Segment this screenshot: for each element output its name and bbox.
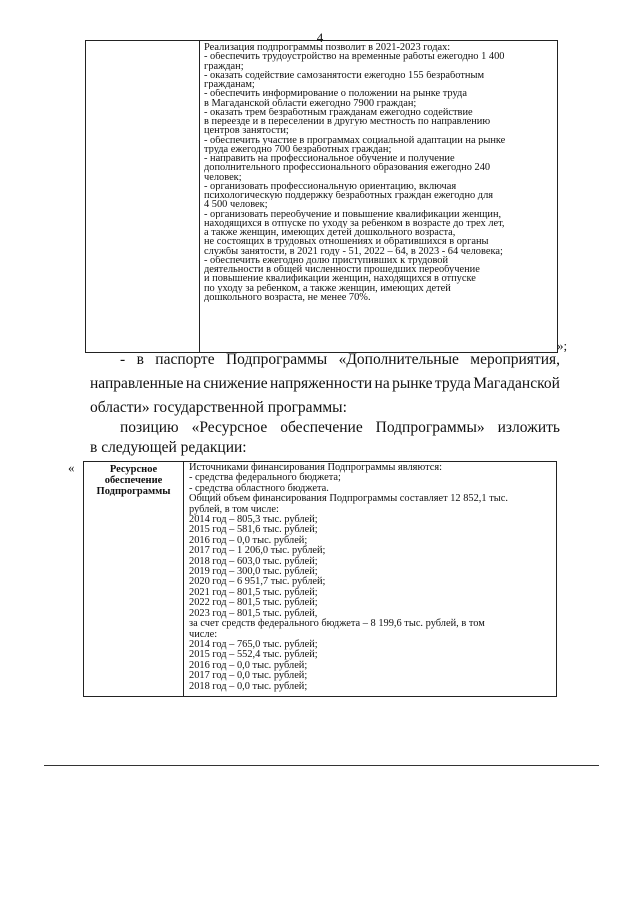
word: снижение — [203, 375, 268, 392]
closing-quote: »; — [557, 338, 568, 353]
text-line: 2017 год – 1 206,0 тыс. рублей; — [189, 545, 326, 557]
text-line: за счет средств федерального бюджета – 8 199,6 тыс. рублей, в том — [189, 618, 485, 630]
text-line: 2018 год – 603,0 тыс. рублей; — [189, 555, 318, 567]
text-line: граждан; — [204, 61, 244, 71]
text-line: центров занятости; — [204, 126, 289, 136]
text-line: Реализация подпрограммы позволит в 2021-2023 годах: — [204, 43, 451, 53]
text-line: 2022 год – 801,5 тыс. рублей; — [189, 597, 318, 609]
word: мероприятия, — [470, 351, 560, 368]
text-line: 2016 год – 0,0 тыс. рублей; — [189, 659, 308, 671]
word: «Ресурсное — [191, 419, 268, 436]
word: на — [185, 375, 202, 392]
text-line: - направить на профессиональное обучение и получение — [204, 154, 455, 164]
text-line: не состоящих в трудовых отношениях и обратившихся в органы — [204, 237, 489, 247]
text-line: 2017 год – 0,0 тыс. рублей; — [189, 670, 308, 682]
word: рынке — [392, 375, 433, 392]
word: позицию — [120, 419, 179, 436]
text-line: Общий объем финансирования Подпрограммы составляет 12 852,1 тыс. — [189, 493, 508, 505]
text-line: находящихся в отпуске по уходу за ребенком в возрасте до трех лет, — [204, 218, 505, 228]
word: в — [136, 351, 144, 368]
word: напряженности — [270, 375, 373, 392]
text-line: - обеспечить ежегодно долю приступивших к трудовой — [204, 255, 449, 265]
word: на — [374, 375, 390, 392]
text-line: по уходу за ребенком, а также женщин, имеющих детей — [204, 283, 451, 293]
text-line: 2015 год – 581,6 тыс. рублей; — [189, 524, 318, 536]
text-line: числе: — [189, 628, 218, 640]
text-line: гражданам; — [204, 80, 255, 90]
text-line: 2023 год – 801,5 тыс. рублей, — [189, 607, 318, 619]
header-line: обеспечение — [104, 475, 163, 486]
word: Магаданской — [473, 375, 560, 392]
footer-rule — [44, 765, 599, 766]
text-line: дополнительного профессионального образования ежегодно 240 — [204, 163, 491, 173]
page-number: 4 — [316, 30, 324, 45]
text-line: 2019 год – 300,0 тыс. рублей; — [189, 566, 318, 578]
paragraph-position-line1 — [120, 418, 560, 438]
text-line: дошкольного возраста, не менее 70%. — [204, 292, 371, 302]
text-line: в Магаданской области ежегодно 7900 граждан; — [204, 98, 417, 108]
text-line: - организовать переобучение и повышение квалификации женщин, — [204, 209, 502, 219]
word: направленные — [90, 375, 184, 392]
paragraph-passport-line1 — [120, 350, 560, 370]
word: изложить — [497, 419, 560, 436]
word: паспорте — [155, 351, 215, 368]
resource-provision-cell — [186, 463, 556, 692]
text-line: - средства областного бюджета. — [189, 482, 329, 494]
text-line: 2021 год – 801,5 тыс. рублей; — [189, 586, 318, 598]
text-line: 2020 год – 6 951,7 тыс. рублей; — [189, 576, 326, 588]
resource-provision-header — [84, 462, 184, 696]
header-line: Подпрограммы — [96, 486, 171, 497]
word: Подпрограммы» — [375, 419, 485, 436]
table-label-cell-empty — [86, 41, 200, 352]
text-line: а также женщин, имеющих детей дошкольного возраста, — [204, 228, 456, 238]
text-line: деятельности в общей численности прошедших переобучение — [204, 265, 480, 275]
paragraph-passport-line3: области» государственной программы: — [90, 399, 347, 416]
text-line: - организовать профессиональную ориентацию, включая — [204, 181, 457, 191]
text-line: - обеспечить информирование о положении на рынке труда — [204, 89, 467, 99]
word: «Дополнительные — [338, 351, 459, 368]
text-line: Источниками финансирования Подпрограммы являются: — [189, 462, 443, 473]
paragraph-position-line2: в следующей редакции: — [90, 439, 247, 456]
word: труда — [434, 375, 471, 392]
text-line: - обеспечить трудоустройство на временные работы ежегодно 1 400 — [204, 52, 505, 62]
opening-quote: « — [68, 460, 75, 475]
paragraph-passport-line2 — [90, 374, 560, 394]
text-line: - оказать трем безработным гражданам ежегодно содействие — [204, 107, 473, 117]
text-line: службы занятости, в 2021 году - 51, 2022 – 64, в 2023 - 64 человека; — [204, 246, 503, 256]
text-line: человек; — [204, 172, 242, 182]
text-line: 2016 год – 0,0 тыс. рублей; — [189, 534, 308, 546]
text-line: - средства федерального бюджета; — [189, 472, 341, 484]
word: обеспечение — [280, 419, 363, 436]
text-line: труда ежегодно 700 безработных граждан; — [204, 144, 392, 154]
table-results-cell — [201, 43, 557, 302]
text-line: и повышение квалификации женщин, находящихся в отпуске — [204, 274, 476, 284]
text-line: 2014 год – 805,3 тыс. рублей; — [189, 514, 318, 526]
word: Подпрограммы — [225, 351, 328, 368]
text-line: психологическую поддержку безработных граждан ежегодно для — [204, 191, 494, 201]
subprogram-results-table — [85, 40, 558, 353]
text-line: 2015 год – 552,4 тыс. рублей; — [189, 649, 318, 661]
header-line: Ресурсное — [109, 464, 158, 475]
text-line: в переезде и в переселении в другую местность по направлению — [204, 117, 491, 127]
text-line: - обеспечить участие в программах социальной адаптации на рынке — [204, 135, 506, 145]
text-line: - оказать содействие самозанятости ежегодно 155 безработным — [204, 70, 485, 80]
resource-provision-table — [83, 461, 557, 697]
text-line: 4 500 человек; — [204, 200, 268, 210]
text-line: 2014 год – 765,0 тыс. рублей; — [189, 638, 318, 650]
text-line: 2018 год – 0,0 тыс. рублей; — [189, 680, 308, 692]
word: - — [120, 351, 126, 368]
text-line: рублей, в том числе: — [189, 503, 279, 515]
